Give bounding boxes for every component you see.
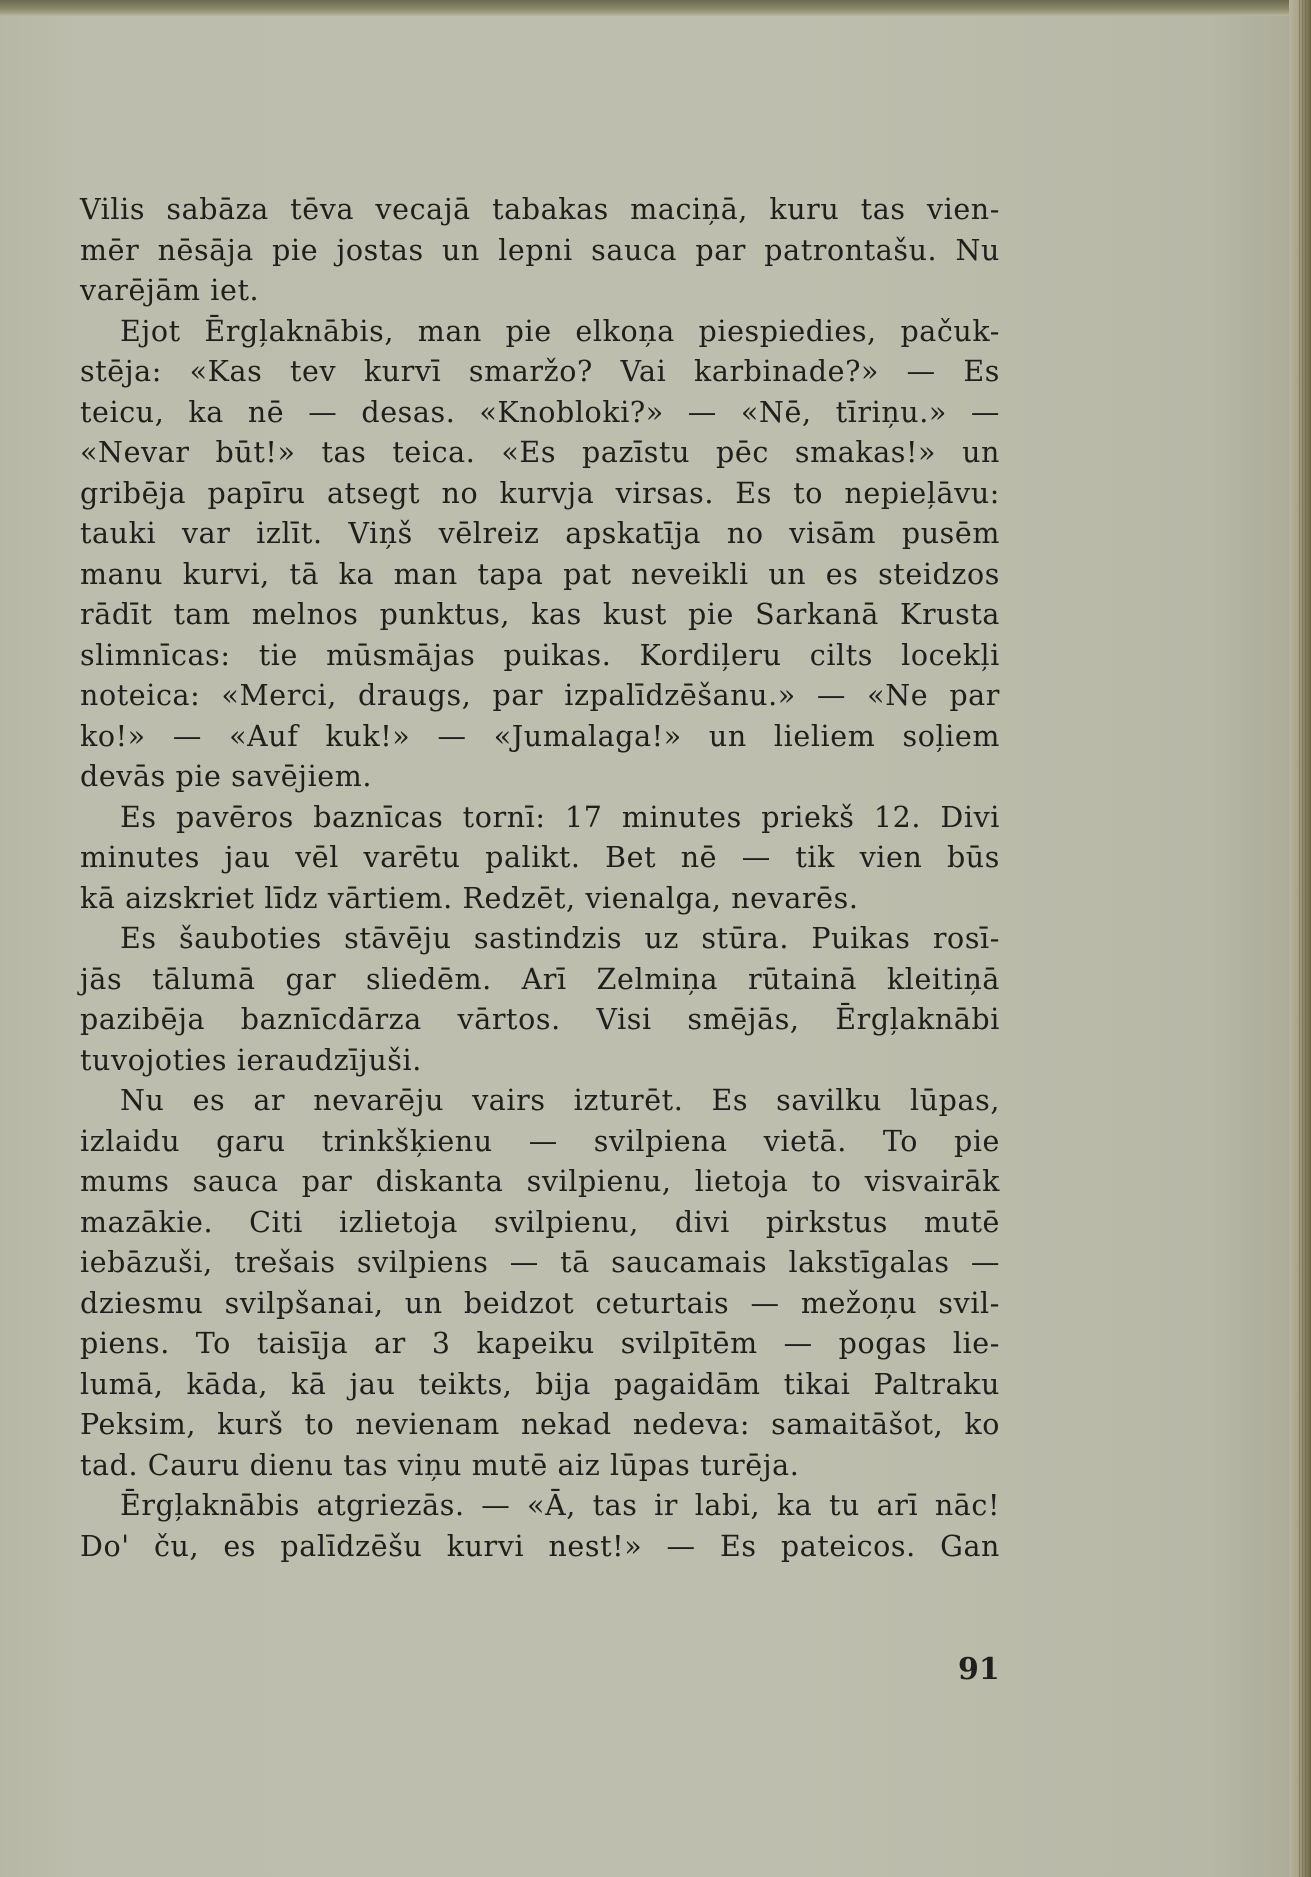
body-text: [80, 190, 1000, 1567]
text-line: izlaidu garu trinkšķienu — svilpiena vietā. To pie: [80, 1124, 1000, 1158]
text-line: iebāzuši, trešais svilpiens — tā saucamais lakstīgalas —: [80, 1246, 1000, 1279]
text-line: dziesmu svilpšanai, un beidzot ceturtais — mežoņu svil-: [80, 1286, 1000, 1320]
text-line: varējām iet.: [80, 274, 260, 307]
text-line: Ērgļaknābis atgriezās. — «Ā, tas ir labi, ka tu arī nāc!: [120, 1489, 1000, 1522]
text-line: tauki var izlīt. Viņš vēlreiz apskatīja no visām pusēm: [80, 517, 1000, 550]
text-line: tad. Cauru dienu tas viņu mutē aiz lūpas turēja.: [80, 1448, 800, 1482]
text-line: mēr nēsāja pie jostas un lepni sauca par patrontašu. Nu: [80, 233, 1000, 267]
paragraph: [80, 1486, 1000, 1567]
text-line: noteica: «Merci, draugs, par izpalīdzēšanu.» — «Ne par: [80, 679, 1000, 712]
text-line: devās pie savējiem.: [80, 760, 373, 793]
paragraph: [80, 798, 1000, 920]
text-line: lumā, kāda, kā jau teikts, bija pagaidām tikai Paltraku: [80, 1367, 1000, 1401]
paragraph: [80, 1081, 1000, 1486]
text-line: rādīt tam melnos punktus, kas kust pie Sarkanā Krusta: [80, 598, 1000, 631]
text-line: minutes jau vēl varētu palikt. Bet nē — tik vien būs: [80, 841, 1000, 874]
text-line: Nu es ar nevarēju vairs izturēt. Es savilku lūpas,: [120, 1084, 1000, 1117]
text-line: mazākie. Citi izlietoja svilpienu, divi pirkstus mutē: [80, 1205, 1000, 1239]
text-line: stēja: «Kas tev kurvī smaržo? Vai karbinade?» — Es: [80, 355, 1000, 388]
paragraph: [80, 190, 1000, 312]
text-line: «Nevar būt!» tas teica. «Es pazīstu pēc smakas!» un: [80, 436, 1000, 469]
text-line: ko!» — «Auf kuk!» — «Jumalaga!» un lieliem soļiem: [80, 719, 1000, 753]
page-edge-lines: [1299, 0, 1307, 1877]
text-line: teicu, ka nē — desas. «Knobloki?» — «Nē, tīriņu.» —: [80, 395, 1000, 429]
paragraph: [80, 312, 1000, 798]
text-line: mums sauca par diskanta svilpienu, lietoja to visvairāk: [80, 1165, 1000, 1198]
text-line: jās tālumā gar sliedēm. Arī Zelmiņa rūtainā kleitiņā: [80, 962, 1000, 996]
text-line: Es pavēros baznīcas tornī: 17 minutes priekš 12. Divi: [120, 800, 1000, 834]
text-line: Do' ču, es palīdzēšu kurvi nest!» — Es pateicos. Gan: [80, 1529, 1000, 1563]
text-line: Peksim, kurš to nevienam nekad nedeva: samaitāšot, ko: [80, 1408, 1000, 1441]
paragraph: [80, 919, 1000, 1081]
text-line: gribēja papīru atsegt no kurvja virsas. Es to nepieļāvu:: [80, 476, 1000, 510]
page-top-edge: [0, 0, 1311, 16]
text-line: piens. To taisīja ar 3 kapeiku svilpītēm — pogas lie-: [80, 1327, 1000, 1360]
page-right-edge: [1289, 0, 1311, 1877]
text-line: Ejot Ērgļaknābis, man pie elkoņa piespiedies, pačuk-: [120, 314, 1000, 348]
text-line: tuvojoties ieraudzījuši.: [80, 1043, 422, 1077]
page-number: 91: [958, 1652, 1000, 1687]
text-line: Es šauboties stāvēju sastindzis uz stūra. Puikas rosī-: [120, 922, 1000, 955]
text-line: manu kurvi, tā ka man tapa pat neveikli un es steidzos: [80, 557, 1000, 591]
text-line: Vilis sabāza tēva vecajā tabakas maciņā, kuru tas vien-: [80, 193, 1000, 226]
text-line: kā aizskriet līdz vārtiem. Redzēt, vienalga, nevarēs.: [80, 881, 859, 915]
text-line: slimnīcas: tie mūsmājas puikas. Kordiļeru cilts locekļi: [80, 638, 1000, 672]
text-line: pazibēja baznīcdārza vārtos. Visi smējās, Ērgļaknābi: [80, 1003, 1000, 1036]
